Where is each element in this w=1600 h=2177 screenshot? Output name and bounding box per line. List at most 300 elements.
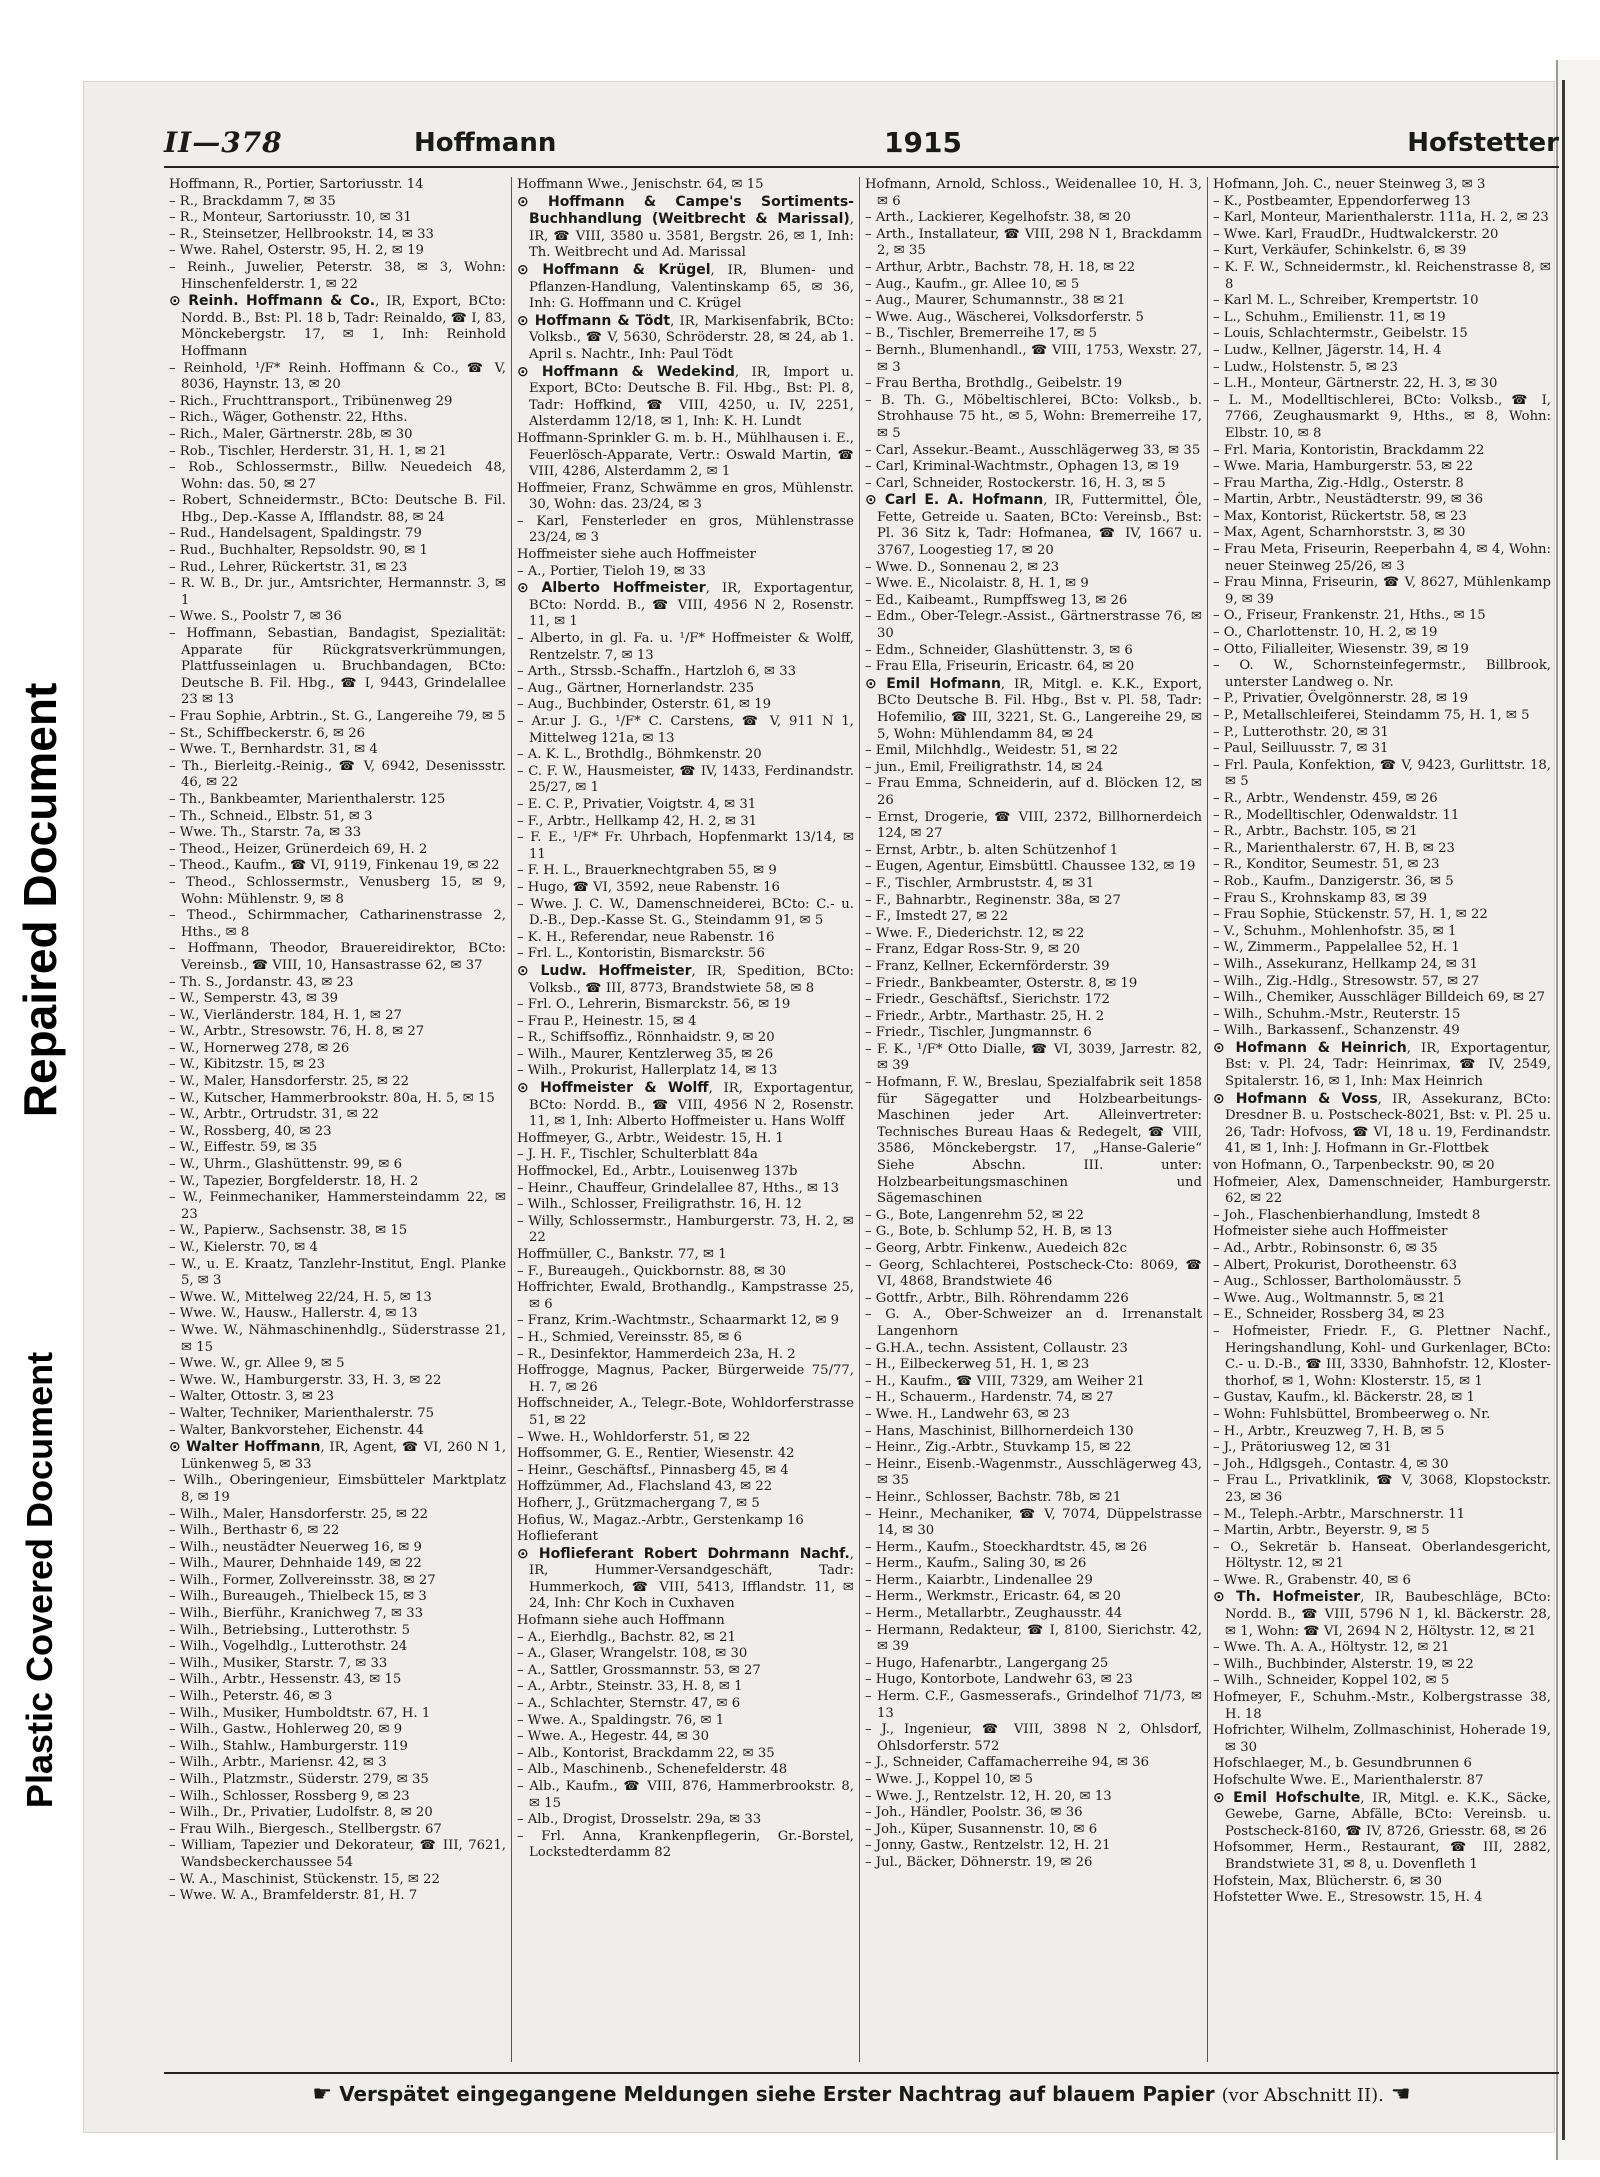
directory-entry: ⊙ Carl E. A. Hofmann, IR, Futtermittel, Öle, Fette, Getreide u. Saaten, BCto: Vereinsb., Bst: Pl. 36 Sitz k, Tadr: Hofmanea, ☎ IV, 1667 u. 3767, Loogestieg 17, ✉ 20 [865,492,1202,559]
directory-entry: ⊙ Alberto Hoffmeister, IR, Exportagentur, BCto: Nordd. B., ☎ VIII, 4956 N 2, Rosenstr. 11, ✉ 1 [517,580,854,630]
directory-entry: Hofmeister siehe auch Hoffmeister [1213,1224,1448,1240]
directory-entry: – W. A., Maschinist, Stückenstr. 15, ✉ 22 [169,1871,440,1887]
directory-entry: – Herm., Werkmstr., Ericastr. 64, ✉ 20 [865,1589,1121,1605]
directory-entry: – Kurt, Verkäufer, Schinkelstr. 6, ✉ 39 [1213,243,1467,259]
directory-entry: – Ad., Arbtr., Robinsonstr. 6, ✉ 35 [1213,1241,1438,1256]
directory-entry: – Wilh., Maurer, Kentzlerweg 35, ✉ 26 [517,1046,774,1062]
directory-entry: – Joh., Flaschenbierhandlung, Imstedt 8 [1213,1207,1481,1223]
directory-entry: – Joh., Händler, Poolstr. 36, ✉ 36 [865,1805,1083,1821]
directory-entry: Hoffmockel, Ed., Arbtr., Louisenweg 137b [517,1164,798,1180]
directory-entry: – Frl. L., Kontoristin, Bismarckstr. 56 [517,946,765,962]
directory-entry: – Friedr., Arbtr., Marthastr. 25, H. 2 [865,1008,1105,1024]
directory-entry: – Wilh., Buchbinder, Alsterstr. 19, ✉ 22 [1213,1656,1474,1672]
directory-entry: – Rud., Lehrer, Rückertstr. 31, ✉ 23 [169,559,408,575]
directory-entry: – Th., Schneid., Elbstr. 51, ✉ 3 [169,808,373,824]
directory-entry: – Aug., Buchbinder, Osterstr. 61, ✉ 19 [517,697,771,713]
directory-entry: – J., Schneider, Caffamacherreihe 94, ✉ 36 [865,1755,1150,1771]
directory-entry: – Wilh., Vogelhdlg., Lutterothstr. 24 [169,1639,408,1655]
directory-entry: – Rob., Schlossermstr., Billw. Neuedeich 48, Wohn: das. 50, ✉ 27 [169,460,506,492]
directory-entry: – Herm. C.F., Gasmesserafs., Grindelhof 71/73, ✉ 13 [865,1689,1202,1721]
directory-entry: – P., Lutterothstr. 20, ✉ 31 [1213,724,1389,740]
directory-entry: – G., Bote, Langenrehm 52, ✉ 22 [865,1207,1084,1223]
directory-entry: – W., Arbtr., Ortrudstr. 31, ✉ 22 [169,1107,379,1123]
directory-entry: Hoffschneider, A., Telegr.-Bote, Wohldorferstrasse 51, ✉ 22 [517,1396,854,1428]
directory-entry: – Walter, Techniker, Marienthalerstr. 75 [169,1405,435,1421]
directory-entry: – Robert, Schneidermstr., BCto: Deutsche B. Fil. Hbg., Dep.-Kasse A, Ifflandstr. 88, ✉ 24 [169,493,506,525]
directory-entry: – Hugo, Hafenarbtr., Langergang 25 [865,1655,1109,1671]
directory-entry: – Hermann, Redakteur, ☎ I, 8100, Sierichstr. 42, ✉ 39 [865,1622,1202,1655]
directory-entry: – Franz, Krim.-Wachtmstr., Schaarmarkt 12, ✉ 9 [517,1313,840,1329]
directory-entry: – R., Brackdamm 7, ✉ 35 [169,193,336,209]
directory-entry: – O., Friseur, Frankenstr. 21, Hths., ✉ 15 [1213,608,1486,624]
directory-entry: – R., Konditor, Seumestr. 51, ✉ 23 [1213,857,1440,873]
directory-entry: – Frl. Maria, Kontoristin, Brackdamm 22 [1213,442,1485,458]
directory-entry: – Martin, Arbtr., Beyerstr. 9, ✉ 5 [1213,1523,1430,1539]
directory-entry: – Hoffmann, Sebastian, Bandagist, Spezialität: Apparate für Rückgratsverkrümmungen, Plattfusseinlagen u. Bruchbandagen, BCto: Deutsche B. Fil. Hbg., ☎ I, 9443, Grindelallee 23 ✉ 13 [169,626,506,708]
directory-entry: – Wilh., Berthastr 6, ✉ 22 [169,1523,340,1539]
directory-entry: – Frau P., Heinestr. 15, ✉ 4 [517,1013,697,1029]
pointing-hand-right-icon: ☚ [1390,2082,1411,2107]
directory-entry: – W., Maler, Hansdorferstr. 25, ✉ 22 [169,1074,410,1090]
directory-entry: ⊙ Walter Hoffmann, IR, Agent, ☎ VI, 260 N 1, Lünkenweg 5, ✉ 33 [169,1439,507,1472]
binding-edge [1556,60,1600,2160]
directory-entry: – A., Eierhdlg., Bachstr. 82, ✉ 21 [517,1629,736,1645]
directory-entry: – Jul., Bäcker, Döhnerstr. 19, ✉ 26 [865,1854,1093,1870]
directory-entry: – Wwe. H., Landwehr 63, ✉ 23 [865,1406,1070,1422]
directory-entry: – Rich., Fruchttransport., Tribünenweg 29 [169,393,453,409]
directory-entry: – Theod., Schirmmacher, Catharinenstrasse 2, Hths., ✉ 8 [169,908,506,940]
directory-entry: – Friedr., Bankbeamter, Osterstr. 8, ✉ 19 [865,975,1138,991]
repaired-document-label: Repaired Document [14,682,66,1118]
directory-entry: – Emil, Milchhdlg., Weidestr. 51, ✉ 22 [865,743,1118,759]
directory-entry: – L., Schuhm., Emilienstr. 11, ✉ 19 [1213,309,1446,325]
header-last-entry: Hofstetter [1407,128,1559,158]
directory-entry: – Franz, Edgar Ross-Str. 9, ✉ 20 [865,942,1081,958]
directory-entry: – Frl. Anna, Krankenpflegerin, Gr.-Borstel, Lockstedterdamm 82 [517,1828,854,1861]
directory-entry: – W., Arbtr., Stresowstr. 76, H. 8, ✉ 27 [169,1024,425,1040]
directory-entry: ⊙ Th. Hofmeister, IR, Baubeschläge, BCto: Nordd. B., ☎ VIII, 5796 N 1, kl. Bäckerstr. 28, ✉ 1, Wohn: ☎ VI, 2694 N 2, Höltystr. 12, ✉ 21 [1213,1589,1552,1639]
directory-entry: – Walter, Bankvorsteher, Eichenstr. 44 [169,1422,424,1438]
directory-entry: – Heinr., Chauffeur, Grindelallee 87, Hths., ✉ 13 [517,1180,840,1196]
directory-entry: – Wilh., Betriebsing., Lutterothstr. 5 [169,1622,411,1638]
directory-entry: – jun., Emil, Freiligrathstr. 14, ✉ 24 [865,759,1104,775]
directory-entry: – Wwe. J., Koppel 10, ✉ 5 [865,1772,1033,1787]
directory-entry: – Hofmeister, Friedr. F., G. Plettner Nachf., Heringshandlung, Kohl- und Gurkenlager, BCto: C.- u. D.-B., ☎ III, 3330, Bahnhofstr. 12, Klosterthorhof, ✉ 1, Wohn: Klosterstr. 15, ✉ 1 [1213,1323,1551,1389]
directory-entry: – O. W., Schornsteinfegermstr., Billbrook, unterster Landweg o. Nr. [1213,658,1551,690]
directory-entry: – Rich., Maler, Gärtnerstr. 28b, ✉ 30 [169,426,413,442]
directory-entry: – Rud., Buchhalter, Repsoldstr. 90, ✉ 1 [169,543,428,559]
directory-entry: Hoffmeister siehe auch Hoffmeister [517,547,756,563]
directory-page [84,82,1559,2132]
directory-entry: – W., Zimmerm., Pappelallee 52, H. 1 [1213,940,1460,956]
directory-entry: Hofmeyer, F., Schuhm.-Mstr., Kolbergstrasse 38, H. 18 [1213,1690,1551,1722]
directory-entry: – Ed., Kaibeamt., Rumpffsweg 13, ✉ 26 [865,592,1128,608]
directory-entry: – Wwe. Rahel, Osterstr. 95, H. 2, ✉ 19 [169,243,424,259]
directory-entry: Hofsommer, Herm., Restaurant, ☎ III, 2882, Brandstwiete 31, ✉ 8, u. Dovenfleth 1 [1213,1840,1551,1872]
directory-entry: – Aug., Schlosser, Bartholomäusstr. 5 [1213,1274,1462,1290]
directory-entry: Hofherr, J., Grützmachergang 7, ✉ 5 [517,1495,760,1511]
directory-entry: – Arth., Installateur, ☎ VIII, 298 N 1, Brackdamm 2, ✉ 35 [865,226,1202,259]
directory-entry: – Wilh., Oberingenieur, Eimsbütteler Marktplatz 8, ✉ 19 [169,1473,506,1505]
directory-entry: ⊙ Hoffmeister & Wolff, IR, Exportagentur, BCto: Nordd. B., ☎ VIII, 4956 N 2, Rosenstr. 11, ✉ 1, Inh: Alberto Hoffmeister u. Hans Wolff [517,1080,854,1130]
directory-entry: – Ernst, Arbtr., b. alten Schützenhof 1 [865,842,1119,858]
directory-entry: – R., Desinfektor, Hammerdeich 23a, H. 2 [517,1346,796,1362]
header-first-entry: Hoffmann [414,128,557,158]
directory-entry: – Ernst, Drogerie, ☎ VIII, 2372, Billhornerdeich 124, ✉ 27 [865,809,1202,842]
directory-entry: – Wilh., Arbtr., Hessenstr. 43, ✉ 15 [169,1672,402,1688]
directory-entry: – W., Kielerstr. 70, ✉ 4 [169,1240,318,1255]
directory-entry: – Wilh., Barkassenf., Schanzenstr. 49 [1213,1023,1460,1039]
directory-entry: – Wwe. W., Nähmaschinenhdlg., Süderstrasse 21, ✉ 15 [169,1322,506,1355]
directory-entry: – A., Schlachter, Sternstr. 47, ✉ 6 [517,1696,741,1712]
directory-entry: – Alb., Kaufm., ☎ VIII, 876, Hammerbrookstr. 8, ✉ 15 [517,1779,854,1811]
directory-entry: – Heinr., Geschäftsf., Pinnasberg 45, ✉ 4 [517,1462,789,1478]
directory-entry: Hofrichter, Wilhelm, Zollmaschinist, Hoherade 19, ✉ 30 [1213,1723,1551,1755]
directory-entry: – R., Marienthalerstr. 67, H. B, ✉ 23 [1213,840,1455,856]
directory-entry: – Franz, Kellner, Eckernförderstr. 39 [865,958,1110,974]
directory-entry: – Max, Agent, Scharnhorststr. 3, ✉ 30 [1213,525,1466,541]
directory-entry: – Heinr., Zig.-Arbtr., Stuvkamp 15, ✉ 22 [865,1440,1132,1456]
binding-bar [1562,80,1565,2140]
column-2 [512,177,860,2062]
directory-entry: – Frau S., Krohnskamp 83, ✉ 39 [1213,890,1427,906]
directory-entry: – Wilh., Schuhm.-Mstr., Reuterstr. 15 [1213,1006,1461,1022]
directory-entry: – Hans, Maschinist, Billhornerdeich 130 [865,1423,1134,1439]
directory-entry: – Wwe. W., Mittelweg 22/24, H. 5, ✉ 13 [169,1289,432,1305]
directory-entry: – Wilh., Prokurist, Hallerplatz 14, ✉ 13 [517,1063,778,1079]
directory-entry: – Herm., Kaufm., Stoeckhardtstr. 45, ✉ 26 [865,1539,1147,1555]
directory-entry: – Bernh., Blumenhandl., ☎ VIII, 1753, Wexstr. 27, ✉ 3 [865,342,1202,375]
directory-entry: – Aug., Gärtner, Hornerlandstr. 235 [517,680,755,696]
column-4 [1208,177,1556,2062]
directory-entry: – Frl. O., Lehrerin, Bismarckstr. 56, ✉ 19 [517,997,791,1013]
directory-entry: – Wwe. Th. A. A., Höltystr. 12, ✉ 21 [1213,1640,1450,1656]
directory-entry: – Hoffmann, Theodor, Brauereidirektor, BCto: Vereinsb., ☎ VIII, 10, Hansastrasse 62, ✉ 37 [169,941,506,973]
directory-entry: – Aug., Kaufm., gr. Allee 10, ✉ 5 [865,276,1080,292]
directory-entry: – Max, Kontorist, Rückertstr. 58, ✉ 23 [1213,508,1467,524]
directory-entry: – Wilh., Maurer, Dehnhaide 149, ✉ 22 [169,1556,422,1572]
directory-entry: – Wwe. W., Hausw., Hallerstr. 4, ✉ 13 [169,1306,418,1322]
directory-entry: – Rud., Handelsagent, Spaldingstr. 79 [169,526,422,542]
directory-entry: – A., Sattler, Grossmannstr. 53, ✉ 27 [517,1662,761,1678]
directory-entry: – Walter, Ottostr. 3, ✉ 23 [169,1389,335,1405]
directory-entry: – P., Privatier, Övelgönnerstr. 28, ✉ 19 [1213,691,1469,707]
directory-entry: – St., Schiffbeckerstr. 6, ✉ 26 [169,725,366,741]
directory-entry: Hoffsommer, G. E., Rentier, Wiesenstr. 42 [517,1446,795,1462]
directory-entry: – Wwe. Aug., Wäscherei, Volksdorferstr. 5 [865,309,1144,325]
plastic-covered-label: Plastic Covered Document [19,1351,60,1809]
directory-entry: – C. F. W., Hausmeister, ☎ IV, 1433, Ferdinandstr. 25/27, ✉ 1 [517,763,854,796]
directory-entry: – Theod., Heizer, Grünerdeich 69, H. 2 [169,841,428,857]
directory-entry: – Theod., Schlossermstr., Venusberg 15, ✉ 9, Wohn: Mühlenstr. 9, ✉ 8 [169,874,506,907]
directory-entry: – V., Schuhm., Mohlenhofstr. 35, ✉ 1 [1213,923,1457,939]
directory-entry: – H., Schauerm., Hardenstr. 74, ✉ 27 [865,1390,1114,1406]
directory-entry: – Carl, Schneider, Rostockerstr. 16, H. 3, ✉ 5 [865,475,1166,491]
directory-entry: ⊙ Hoffmann & Campe's Sortiments-Buchhandlung (Weitbrecht & Marissal), IR, ☎ VIII, 3580 u. 3581, Bergstr. 26, ✉ 1, Inh: Th. Weitbrecht und Ad. Marissal [517,193,854,261]
directory-entry: – Heinr., Mechaniker, ☎ V, 7074, Düppelstrasse 14, ✉ 30 [865,1506,1202,1539]
directory-entry: – Joh., Küper, Susannenstr. 10, ✉ 6 [865,1821,1098,1837]
directory-entry: – Frau Wilh., Biergesch., Stellbergstr. 67 [169,1821,442,1837]
directory-entry: – Wwe. R., Grabenstr. 40, ✉ 6 [1213,1572,1411,1588]
directory-entry: ⊙ Emil Hofmann, IR, Mitgl. e. K.K., Export, BCto Deutsche B. Fil. Hbg., Bst v. Pl. 58, Tadr: Hofemilio, ☎ III, 3221, St. G., Langereihe 29, ✉ 5, Wohn: Mühlendamm 84, ✉ 24 [865,675,1203,742]
directory-entry: – W., Tapezier, Borgfelderstr. 18, H. 2 [169,1173,419,1189]
directory-entry: – Wwe. W. A., Bramfelderstr. 81, H. 7 [169,1888,418,1904]
directory-entry: Hoffmann-Sprinkler G. m. b. H., Mühlhausen i. E., Feuerlösch-Apparate, Vertr.: Oswald Martin, ☎ VIII, 4286, Alsterdamm 2, ✉ 1 [517,430,854,480]
directory-entry: – Wilh., Dr., Privatier, Ludolfstr. 8, ✉ 20 [169,1805,433,1821]
directory-entry: – Friedr., Tischler, Jungmannstr. 6 [865,1025,1092,1041]
directory-entry: – F., Arbtr., Hellkamp 42, H. 2, ✉ 31 [517,813,758,829]
directory-entry: – Martin, Arbtr., Neustädterstr. 99, ✉ 36 [1213,492,1483,508]
directory-entry: – O., Charlottenstr. 10, H. 2, ✉ 19 [1213,625,1438,641]
directory-entry: – Arth., Strssb.-Schaffn., Hartzloh 6, ✉ 33 [517,664,797,680]
directory-entry: – J. H. F., Tischler, Schulterblatt 84a [517,1147,758,1163]
directory-entry: Hofmeier, Alex, Damenschneider, Hamburgerstr. 62, ✉ 22 [1213,1174,1551,1207]
directory-entry: – Jonny, Gastw., Rentzelstr. 12, H. 21 [865,1838,1111,1854]
directory-entry: – G. A., Ober-Schweizer an d. Irrenanstalt Langenhorn [865,1307,1202,1339]
footer-text: Verspätet eingegangene Meldungen siehe Erster Nachtrag auf blauem Papier [339,2082,1215,2106]
directory-entry: – Th., Bierleitg.-Reinig., ☎ V, 6942, Desenissstr. 46, ✉ 22 [169,758,506,791]
directory-entry: – W., Papierw., Sachsenstr. 38, ✉ 15 [169,1223,408,1239]
pointing-hand-left-icon: ☛ [312,2082,333,2107]
directory-entry: – G., Bote, b. Schlump 52, H. B, ✉ 13 [865,1224,1113,1240]
directory-entry: – Wwe. Th., Starstr. 7a, ✉ 33 [169,825,362,841]
directory-entry: – K., Postbeamter, Eppendorferweg 13 [1213,193,1471,209]
directory-entry: – F., Tischler, Armbruststr. 4, ✉ 31 [865,875,1095,891]
directory-entry: – A., Arbtr., Steinstr. 33, H. 8, ✉ 1 [517,1679,743,1695]
directory-entry: – W., Kutscher, Hammerbrookstr. 80a, H. 5, ✉ 15 [169,1090,495,1106]
directory-entry: – G.H.A., techn. Assistent, Collaustr. 23 [865,1340,1128,1356]
directory-entry: – Frau Emma, Schneiderin, auf d. Blöcken 12, ✉ 26 [865,776,1202,808]
directory-entry: ⊙ Hoffmann & Krügel, IR, Blumen- und Pflanzen-Handlung, Valentinskamp 65, ✉ 36, Inh: G. Hoffmann und C. Krügel [517,261,854,312]
directory-entry: – Wilh., Arbtr., Mariensr. 42, ✉ 3 [169,1755,387,1771]
directory-entry: – Wwe. W., Hamburgerstr. 33, H. 3, ✉ 22 [169,1372,442,1388]
directory-entry: – W., u. E. Kraatz, Tanzlehr-Institut, Engl. Planke 5, ✉ 3 [169,1256,506,1289]
directory-entry: – Theod., Kaufm., ☎ VI, 9119, Finkenau 19, ✉ 22 [169,858,500,874]
directory-entry: – F. H. L., Brauerknechtgraben 55, ✉ 9 [517,863,777,879]
directory-entry: – R., Steinsetzer, Hellbrookstr. 14, ✉ 33 [169,226,434,242]
directory-entry: – Karl M. L., Schreiber, Krempertstr. 10 [1213,293,1479,309]
directory-entry: ⊙ Hoflieferant Robert Dohrmann Nachf., IR, Hummer-Versandgeschäft, Tadr: Hummerkoch, ☎ VIII, 5413, Ifflandstr. 11, ✉ 24, Inh: Chr Koch in Cuxhaven [517,1545,854,1612]
directory-entry: – Th. S., Jordanstr. 43, ✉ 23 [169,974,354,990]
directory-entry: – Alb., Drogist, Drosselstr. 29a, ✉ 33 [517,1812,762,1828]
directory-entry: – Wwe. T., Bernhardstr. 31, ✉ 4 [169,742,378,758]
directory-entry: – J., Prätoriusweg 12, ✉ 31 [1213,1440,1392,1456]
directory-entry: – Hugo, ☎ VI, 3592, neue Rabenstr. 16 [517,879,780,895]
directory-entry: – Wwe. S., Poolstr 7, ✉ 36 [169,609,342,625]
directory-entry: – Arthur, Arbtr., Bachstr. 78, H. 18, ✉ 22 [865,259,1136,275]
directory-entry: Hoffrichter, Ewald, Brothandlg., Kampstrasse 25, ✉ 6 [517,1280,854,1312]
directory-entry: – Reinhold, ¹/F* Reinh. Hoffmann & Co., ☎ V, 8036, Haynstr. 13, ✉ 20 [169,360,506,393]
directory-entry: – Albert, Prokurist, Dorotheenstr. 63 [1213,1257,1458,1273]
directory-entry: – Rob., Kaufm., Danzigerstr. 36, ✉ 5 [1213,873,1454,889]
directory-entry: – R., Modelltischler, Odenwaldstr. 11 [1213,807,1460,823]
directory-entry: – R., Arbtr., Bachstr. 105, ✉ 21 [1213,824,1418,840]
column-1 [164,177,512,2062]
directory-entry: – Wwe. A., Hegestr. 44, ✉ 30 [517,1729,709,1745]
directory-entry: – R., Arbtr., Wendenstr. 459, ✉ 26 [1213,790,1438,806]
directory-entry: – H., Eilbeckerweg 51, H. 1, ✉ 23 [865,1357,1090,1373]
directory-entry: – Hofmann, F. W., Breslau, Spezialfabrik seit 1858 für Sägegatter und Holzbearbeitungs-Maschinen jeder Art. Alleinvertreter: Technisches Bureau Haas & Redegelt, ☎ VIII, 3586, Mönckebergstr. 17, „Hanse-Galerie“ Siehe Abschn. III. unter: Holzbearbeitungsmaschinen und Sägemaschinen [865,1075,1202,1207]
directory-entry: – W., Kibitzstr. 15, ✉ 23 [169,1057,326,1073]
directory-entry: – Carl, Kriminal-Wachtmstr., Ophagen 13, ✉ 19 [865,459,1180,475]
directory-entry: – Reinh., Juwelier, Peterstr. 38, ✉ 3, Wohn: Hinschenfelderstr. 1, ✉ 22 [169,259,506,292]
directory-entry: – L.H., Monteur, Gärtnerstr. 22, H. 3, ✉ 30 [1213,376,1498,392]
directory-entry: – Eugen, Agentur, Eimsbüttl. Chaussee 132, ✉ 19 [865,859,1196,875]
directory-entry: ⊙ Hoffmann & Wedekind, IR, Import u. Export, BCto: Deutsche B. Fil. Hbg., Bst: Pl. 8, Tadr: Hoffkind, ☎ VIII, 4250, u. IV, 2251, Alsterdamm 12/18, ✉ 1, Inh: K. H. Lundt [517,363,854,430]
directory-entry: – Wilh., Schlosser, Freiligrathstr. 16, H. 12 [517,1197,802,1213]
directory-entry: Hofmann siehe auch Hoffmann [517,1613,725,1629]
directory-entry: – Heinr., Eisenb.-Wagenmstr., Ausschlägerweg 43, ✉ 35 [865,1456,1202,1489]
directory-entry: – Paul, Seilluusstr. 7, ✉ 31 [1213,741,1389,757]
directory-entry: – Rich., Wäger, Gothenstr. 22, Hths. [169,410,408,426]
directory-entry: – R., Monteur, Sartoriusstr. 10, ✉ 31 [169,210,412,226]
directory-entry: – W., Feinmechaniker, Hammersteindamm 22, ✉ 23 [169,1190,506,1222]
directory-entry: – J., Ingenieur, ☎ VIII, 3898 N 2, Ohlsdorf, Ohlsdorferstr. 572 [865,1722,1202,1754]
directory-entry: – A. K. L., Brothdlg., Böhmkenstr. 20 [517,747,762,763]
directory-entry: Hofmann, Arnold, Schloss., Weidenallee 10, H. 3, ✉ 6 [865,177,1202,209]
directory-entry: ⊙ Hofmann & Heinrich, IR, Exportagentur, Bst: v. Pl. 24, Tadr: Heinrimax, ☎ IV, 2549, Spitalerstr. 16, ✉ 1, Inh: Max Heinrich [1213,1039,1551,1090]
directory-entry: – Edm., Ober-Telegr.-Assist., Gärtnerstrasse 76, ✉ 30 [865,609,1202,642]
directory-entry: – Wilh., Musiker, Humboldtstr. 67, H. 1 [169,1705,431,1721]
directory-entry: – Aug., Maurer, Schumannstr., 38 ✉ 21 [865,293,1126,309]
directory-entry: – Ludw., Kellner, Jägerstr. 14, H. 4 [1213,342,1442,358]
directory-entry: – Wilh., Former, Zollvereinsstr. 38, ✉ 27 [169,1572,436,1588]
directory-entry: – W., Rossberg, 40, ✉ 23 [169,1123,332,1139]
directory-entry: – R. W. B., Dr. jur., Amtsrichter, Hermannstr. 3, ✉ 1 [169,576,506,608]
directory-entry: – Frau Sophie, Arbtrin., St. G., Langereihe 79, ✉ 5 [169,709,506,724]
directory-entry: – H., Kaufm., ☎ VIII, 7329, am Weiher 21 [865,1373,1145,1389]
directory-entry: – Wilh., Bierführ., Kranichweg 7, ✉ 33 [169,1606,424,1622]
directory-entry: – W., Eiffestr. 59, ✉ 35 [169,1140,318,1156]
directory-entry: – Alberto, in gl. Fa. u. ¹/F* Hoffmeister & Wolff, Rentzelstr. 7, ✉ 13 [517,631,854,663]
directory-entry: – Wwe. W., gr. Allee 9, ✉ 5 [169,1356,345,1372]
page-number: II—378 [164,126,283,159]
directory-entry: – Th., Bankbeamter, Marienthalerstr. 125 [169,791,446,807]
directory-entry: – Wwe. Karl, FraudDr., Hudtwalckerstr. 20 [1213,226,1499,242]
directory-entry: – William, Tapezier und Dekorateur, ☎ III, 7621, Wandsbeckerchaussee 54 [169,1838,506,1870]
directory-entry: – Wilh., Chemiker, Ausschläger Billdeich 69, ✉ 27 [1213,990,1546,1006]
directory-entry: Hoflieferant [517,1529,598,1545]
side-margin [0,0,80,2177]
directory-entry: Hoffmüller, C., Bankstr. 77, ✉ 1 [517,1247,727,1262]
directory-entry: – P., Metallschleiferei, Steindamm 75, H. 1, ✉ 5 [1213,708,1530,723]
directory-entry: – A., Portier, Tieloh 19, ✉ 33 [517,563,706,579]
directory-entry: ⊙ Emil Hofschulte, IR, Mitgl. e. K.K., Säcke, Gewebe, Garne, Abfälle, BCto: Vereinsb. u. Postscheck-8160, ☎ IV, 8726, Griesstr. 68, ✉ 26 [1213,1789,1551,1839]
directory-entry: – Gottfr., Arbtr., Bilh. Röhrendamm 226 [865,1290,1129,1306]
directory-entry: Hoffrogge, Magnus, Packer, Bürgerweide 75/77, H. 7, ✉ 26 [517,1363,854,1395]
directory-entry: – Friedr., Geschäftsf., Sierichstr. 172 [865,992,1110,1008]
directory-entry: – Wwe. Aug., Woltmannstr. 5, ✉ 21 [1213,1290,1446,1306]
directory-entry: Hoffmeier, Franz, Schwämme en gros, Mühlenstr. 30, Wohn: das. 23/24, ✉ 3 [517,480,854,513]
directory-entry: – E., Schneider, Rossberg 34, ✉ 23 [1213,1307,1445,1323]
directory-entry: Hofstetter Wwe. E., Stresowstr. 15, H. 4 [1213,1890,1483,1906]
directory-entry: – Frau Bertha, Brothdlg., Geibelstr. 19 [865,376,1123,392]
directory-entry: – Frl. Paula, Konfektion, ☎ V, 9423, Gurlittstr. 18, ✉ 5 [1213,757,1551,790]
directory-entry: – A., Glaser, Wrangelstr. 108, ✉ 30 [517,1646,748,1662]
directory-entry: – K. H., Referendar, neue Rabenstr. 16 [517,929,775,945]
directory-entry: – H., Schmied, Vereinsstr. 85, ✉ 6 [517,1329,742,1345]
directory-entry: – Frau Sophie, Stückenstr. 57, H. 1, ✉ 22 [1213,907,1488,923]
directory-entry: – Wwe. D., Sonnenau 2, ✉ 23 [865,559,1060,575]
page-footer [164,2072,1559,2112]
directory-entry: ⊙ Reinh. Hoffmann & Co., IR, Export, BCto: Nordd. B., Bst: Pl. 18 b, Tadr: Reinaldo, ☎ I, 83, Mönckebergstr. 17, ✉ 1, Inh: Reinhold Hoffmann [169,293,506,359]
directory-entry: – Wilh., Schneider, Koppel 102, ✉ 5 [1213,1673,1450,1689]
directory-entry: – Wwe. A., Spaldingstr. 76, ✉ 1 [517,1712,725,1728]
directory-entry: ⊙ Hoffmann & Tödt, IR, Markisenfabrik, BCto: Volksb., ☎ V, 5630, Schröderstr. 28, ✉ 24, ab 1. April s. Nachtr., Inh: Paul Tödt [517,312,855,362]
directory-entry: – Rob., Tischler, Herderstr. 31, H. 1, ✉ 21 [169,443,447,459]
directory-entry: – W., Hornerweg 278, ✉ 26 [169,1040,350,1056]
directory-entry: – Wilh., Maler, Hansdorferstr. 25, ✉ 22 [169,1506,429,1522]
directory-entry: – Wwe. H., Wohldorferstr. 51, ✉ 22 [517,1429,751,1445]
directory-entry: – Georg, Schlachterei, Postscheck-Cto: 8069, ☎ VI, 4868, Brandstwiete 46 [865,1257,1202,1290]
directory-entry: – Wilh., Stahlw., Hamburgerstr. 119 [169,1738,408,1754]
directory-entry: – Wwe. Maria, Hamburgerstr. 53, ✉ 22 [1213,459,1474,475]
directory-entry: – Wohn: Fuhlsbüttel, Brombeerweg o. Nr. [1213,1406,1491,1422]
directory-entry: – Alb., Maschinenb., Schenefelderstr. 48 [517,1762,788,1778]
directory-entry: – F., Bureaugeh., Quickbornstr. 88, ✉ 30 [517,1263,786,1279]
directory-entry: – Joh., Hdlgsgeh., Contastr. 4, ✉ 30 [1213,1456,1449,1472]
directory-entry: von Hofmann, O., Tarpenbeckstr. 90, ✉ 20 [1213,1158,1495,1174]
columns [164,177,1559,2062]
directory-entry: – Edm., Schneider, Glashüttenstr. 3, ✉ 6 [865,642,1133,658]
directory-entry: – Wilh., Platzmstr., Süderstr. 279, ✉ 35 [169,1772,429,1787]
directory-entry: – Frau Meta, Friseurin, Reeperbahn 4, ✉ 4, Wohn: neuer Steinweg 25/26, ✉ 3 [1213,542,1551,574]
column-3 [860,177,1208,2062]
directory-entry: – L. M., Modelltischlerei, BCto: Volksb., ☎ I, 7766, Zeughausmarkt 9, Hths., ✉ 8, Wohn: Elbstr. 10, ✉ 8 [1213,392,1551,441]
directory-entry: – F. K., ¹/F* Otto Dialle, ☎ VI, 3039, Jarrestr. 82, ✉ 39 [865,1041,1202,1074]
directory-entry: Hofstein, Max, Blücherstr. 6, ✉ 30 [1213,1873,1442,1889]
directory-entry: Hofmann, Joh. C., neuer Steinweg 3, ✉ 3 [1213,177,1486,192]
directory-entry: – Wilh., Zig.-Hdlg., Stresowstr. 57, ✉ 27 [1213,973,1480,989]
directory-entry: Hofius, W., Magaz.-Arbtr., Gerstenkamp 16 [517,1512,804,1528]
directory-entry: Hoffmeyer, G., Arbtr., Weidestr. 15, H. 1 [517,1130,784,1146]
directory-entry: – Ludw., Holstenstr. 5, ✉ 23 [1213,359,1398,375]
directory-entry: – H., Arbtr., Kreuzweg 7, H. B, ✉ 5 [1213,1423,1445,1439]
directory-entry: – Wilh., Musiker, Starstr. 7, ✉ 33 [169,1655,388,1671]
directory-entry: ⊙ Ludw. Hoffmeister, IR, Spedition, BCto: Volksb., ☎ III, 8773, Brandstwiete 58, ✉ 8 [517,962,854,996]
directory-entry: – W., Uhrm., Glashüttenstr. 99, ✉ 6 [169,1157,402,1173]
directory-entry: Hoffmann Wwe., Jenischstr. 64, ✉ 15 [517,177,764,192]
directory-entry: – Frau Minna, Friseurin, ☎ V, 8627, Mühlenkamp 9, ✉ 39 [1213,575,1551,607]
directory-entry: Hofschulte Wwe. E., Marienthalerstr. 87 [1213,1773,1484,1788]
directory-entry: – F., Bahnarbtr., Reginenstr. 38a, ✉ 27 [865,892,1121,908]
directory-entry: – K. F. W., Schneidermstr., kl. Reichenstrasse 8, ✉ 8 [1213,259,1551,292]
directory-entry: – Wwe. F., Diederichstr. 12, ✉ 22 [865,925,1085,941]
directory-entry: – Wilh., neustädter Neuerweg 16, ✉ 9 [169,1539,422,1555]
directory-entry: – B., Tischler, Bremerreihe 17, ✉ 5 [865,326,1097,342]
directory-entry: – F. E., ¹/F* Fr. Uhrbach, Hopfenmarkt 13/14, ✉ 11 [517,830,854,862]
directory-entry: Hofschlaeger, M., b. Gesundbrunnen 6 [1213,1756,1472,1772]
directory-entry: – Herm., Kaiarbtr., Lindenallee 29 [865,1572,1093,1588]
directory-entry: – Heinr., Schlosser, Bachstr. 78b, ✉ 21 [865,1489,1122,1505]
directory-entry: – Herm., Metallarbtr., Zeughausstr. 44 [865,1606,1123,1622]
directory-entry: – Karl, Monteur, Marienthalerstr. 111a, H. 2, ✉ 23 [1213,210,1549,226]
directory-entry: – M., Teleph.-Arbtr., Marschnerstr. 11 [1213,1506,1466,1522]
directory-entry: – Alb., Kontorist, Brackdamm 22, ✉ 35 [517,1745,775,1761]
directory-entry: Hoffzümmer, Ad., Flachsland 43, ✉ 22 [517,1479,773,1495]
directory-entry: – Wwe. J., Rentzelstr. 12, H. 20, ✉ 13 [865,1788,1112,1804]
directory-entry: – Frau L., Privatklinik, ☎ V, 3068, Klopstockstr. 23, ✉ 36 [1213,1473,1551,1505]
directory-entry: – Wwe. E., Nicolaistr. 8, H. 1, ✉ 9 [865,576,1089,592]
directory-entry: – Karl, Fensterleder en gros, Mühlenstrasse 23/24, ✉ 3 [517,513,854,546]
directory-entry: – Wilh., Peterstr. 46, ✉ 3 [169,1689,333,1705]
directory-entry: Hoffmann, R., Portier, Sartoriusstr. 14 [169,177,424,192]
directory-entry: – Hugo, Kontorbote, Landwehr 63, ✉ 23 [865,1672,1133,1688]
directory-entry: – R., Schiffsoffiz., Rönnhaidstr. 9, ✉ 20 [517,1030,775,1046]
directory-entry: – O., Sekretär b. Hanseat. Oberlandesgericht, Höltystr. 12, ✉ 21 [1213,1539,1551,1572]
directory-entry: – Ar.ur J. G., ¹/F* C. Carstens, ☎ V, 911 N 1, Mittelweg 121a, ✉ 13 [517,714,854,746]
page-header [164,126,1559,168]
